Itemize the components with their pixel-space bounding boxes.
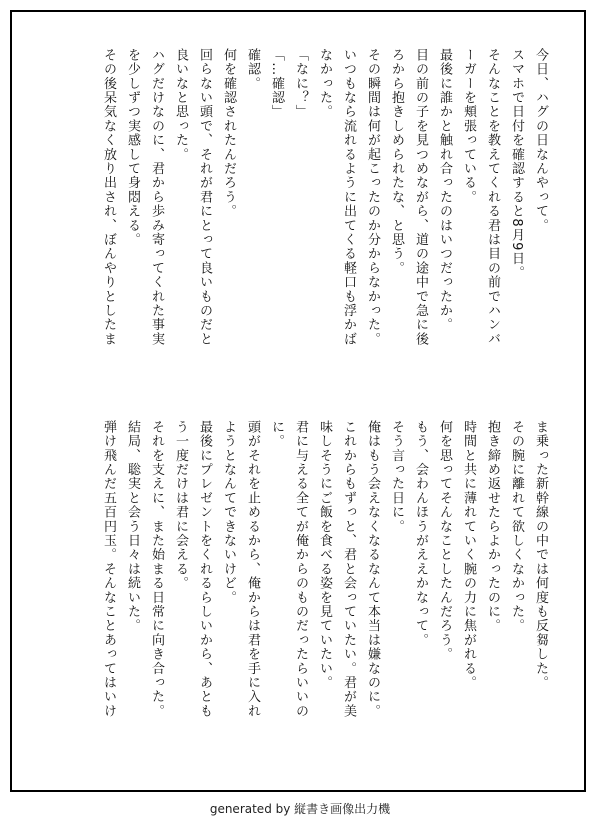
text-line: 最後にプレゼントをくれるらしいから、あとも — [197, 420, 212, 719]
text-line: 頭がそれを止めるから、俺からは君を手に入れ — [245, 420, 260, 719]
text-line: そんなことを教えてくれる君は目の前でハンバ — [485, 48, 500, 347]
upper-text-column — [12, 48, 552, 378]
text-line: 何を確認されたんだろう。 — [221, 48, 236, 219]
text-line: ーガーを頬張っている。 — [461, 48, 476, 205]
text-line: 最後に誰かと触れ合ったのはいつだったか。 — [437, 48, 452, 332]
text-line: 弾け飛んだ五百円玉。そんなことあってはいけ — [101, 420, 116, 719]
text-line: 味しそうにご飯を食べる姿を見ていたい。 — [317, 420, 332, 690]
text-line: 何を思ってそんなことしたんだろう。 — [437, 420, 452, 662]
text-line: その腕に離れて欲しくなかった。 — [509, 420, 524, 633]
text-line: 今日、ハグの日なんやって。 — [533, 48, 548, 233]
text-line: う一度だけは君に会える。 — [173, 420, 188, 591]
text-line: 「なに？」 — [293, 48, 308, 119]
text-line: を少しずつ実感して身悶える。 — [125, 48, 140, 247]
generator-credit: generated by 縦書き画像出力機 — [209, 802, 391, 816]
text-line: 目の前の子を見つめながら、道の途中で急に後 — [413, 48, 428, 347]
text-line: なかった。 — [317, 48, 332, 119]
text-line: 「…確認」 — [269, 48, 284, 119]
text-line: そう言った日に。 — [389, 420, 404, 534]
text-line: その後呆気なく放り出され、ぼんやりとしたま — [101, 48, 116, 347]
text-line: 結局、聡実と会う日々は続いた。 — [125, 420, 140, 633]
text-line: 回らない頭で、それが君にとって良いものだと — [197, 48, 212, 347]
text-line: いつもなら流れるように出てくる軽口も浮かば — [341, 48, 356, 347]
text-line: に。 — [269, 420, 284, 449]
text-line: それを支えに、また始まる日常に向き合った。 — [149, 420, 164, 719]
text-line: 確認。 — [245, 48, 260, 91]
text-line: もう、会わんほうがええかなって。 — [413, 420, 428, 648]
text-line: 君に与える全てが俺からのものだったらいいの — [293, 420, 308, 719]
text-line: スマホで日付を確認すると8月9日。 — [509, 48, 524, 280]
lower-text-column — [12, 420, 552, 770]
text-line: 良いなと思った。 — [173, 48, 188, 162]
text-line: ま乗った新幹線の中では何度も反芻した。 — [533, 420, 548, 690]
text-line: ようとなんてできないけど。 — [221, 420, 236, 605]
text-line: これからもずっと、君と会っていたい。君が美 — [341, 420, 356, 719]
text-line: 抱き締め返せたらよかったのに。 — [485, 420, 500, 633]
text-line: 俺はもう会えなくなるなんて本当は嫌なのに。 — [365, 420, 380, 719]
text-line: ろから抱きしめられたな、と思う。 — [389, 48, 404, 276]
text-line: その瞬間は何が起こったのか分からなかった。 — [365, 48, 380, 347]
page-frame — [10, 10, 586, 792]
text-line: 時間と共に薄れていく腕の力に焦がれる。 — [461, 420, 476, 690]
text-line: ハグだけなのに、君から歩み寄ってくれた事実 — [149, 48, 164, 347]
